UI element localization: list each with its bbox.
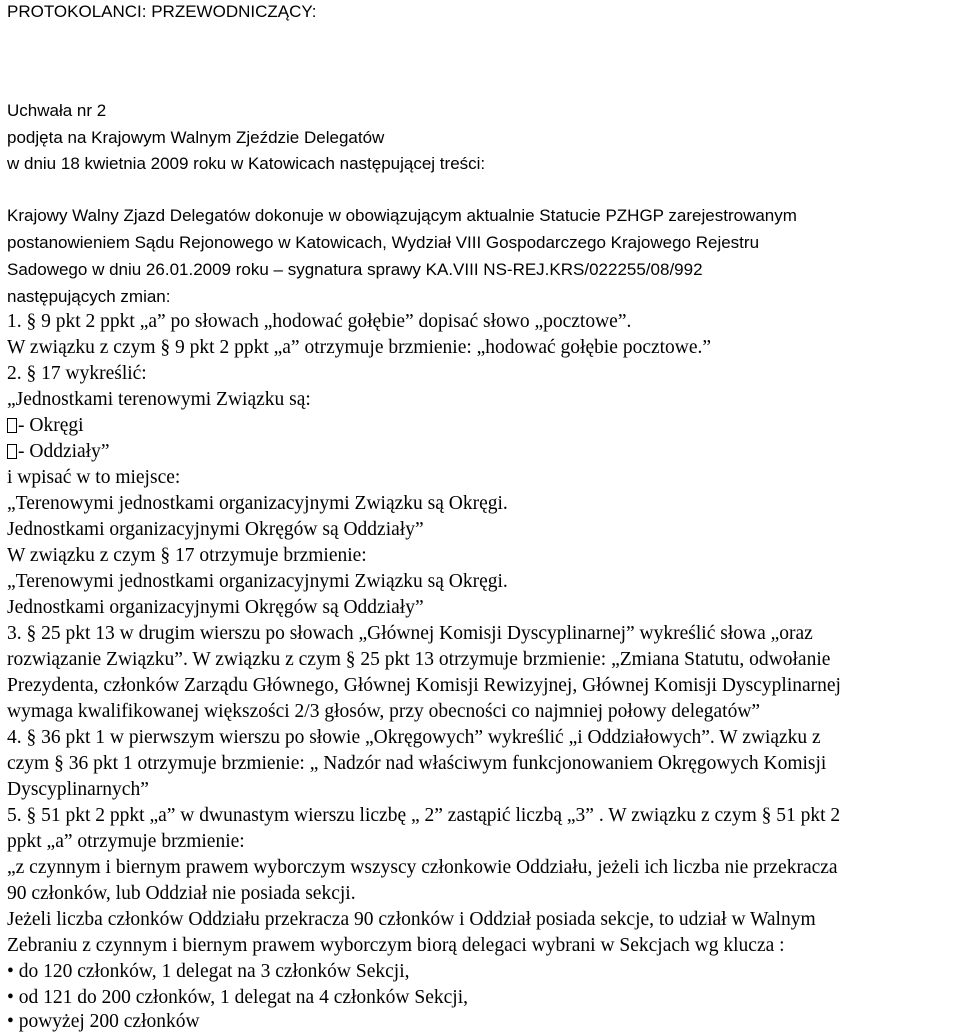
body-line: Prezydenta, członków Zarządu Głównego, Głównej Komisji Rewizyjnej, Głównej Komisji Dyscyplinarnej <box>7 675 841 696</box>
preamble-line: Krajowy Walny Zjazd Delegatów dokonuje w obowiązującym aktualnie Statucie PZHGP zarejestrowanym <box>7 206 797 225</box>
body-line: „z czynnym i biernym prawem wyborczym wszyscy członkowie Oddziału, jeżeli ich liczba nie przekracza <box>7 857 838 878</box>
body-line: W związku z czym § 17 otrzymuje brzmienie: <box>7 545 367 566</box>
body-line: wymaga kwalifikowanej większości 2/3 głosów, przy obecności co najmniej połowy delegatów” <box>7 701 761 722</box>
bullet-line <box>7 441 110 463</box>
bullet-line <box>7 415 84 437</box>
list-item: • od 121 do 200 członków, 1 delegat na 4 członków Sekcji, <box>7 987 469 1008</box>
body-line: ppkt „a” otrzymuje brzmienie: <box>7 831 245 852</box>
unknown-glyph-box-icon <box>7 444 17 459</box>
body-line: „Terenowymi jednostkami organizacyjnymi Związku są Okręgi. <box>7 571 508 592</box>
page-header: PROTOKOLANCI: PRZEWODNICZĄCY: <box>7 2 317 21</box>
body-line: Zebraniu z czynnym i biernym prawem wyborczym biorą delegaci wybrani w Sekcjach wg klucza : <box>7 935 785 956</box>
intro-line: w dniu 18 kwietnia 2009 roku w Katowicach następującej treści: <box>7 154 486 173</box>
amendment-4: 4. § 36 pkt 1 w pierwszym wierszu po słowie „Okręgowych” wykreślić „i Oddziałowych”. W związku z <box>7 727 821 748</box>
amendment-3: 3. § 25 pkt 13 w drugim wierszu po słowach „Głównej Komisji Dyscyplinarnej” wykreślić słowa „oraz <box>7 623 813 644</box>
body-line: W związku z czym § 9 pkt 2 ppkt „a” otrzymuje brzmienie: „hodować gołębie pocztowe.” <box>7 337 712 358</box>
body-line: i wpisać w to miejsce: <box>7 467 181 488</box>
bullet-text: - Oddziały” <box>18 441 110 462</box>
preamble-line: Sadowego w dniu 26.01.2009 roku – sygnatura sprawy KA.VIII NS-REJ.KRS/022255/08/992 <box>7 260 703 279</box>
resolution-title: Uchwała nr 2 <box>7 101 107 120</box>
list-item: • do 120 członków, 1 delegat na 3 członków Sekcji, <box>7 961 410 982</box>
amendment-5: 5. § 51 pkt 2 ppkt „a” w dwunastym wierszu liczbę „ 2” zastąpić liczbą „3” . W związku z czym § 51 pkt 2 <box>7 805 841 826</box>
intro-line: podjęta na Krajowym Walnym Zjeździe Delegatów <box>7 128 385 147</box>
preamble-line: postanowieniem Sądu Rejonowego w Katowicach, Wydział VIII Gospodarczego Krajowego Rejestru <box>7 233 760 252</box>
body-line: Jeżeli liczba członków Oddziału przekracza 90 członków i Oddział posiada sekcje, to udział w Walnym <box>7 909 816 930</box>
amendment-2: 2. § 17 wykreślić: <box>7 363 147 384</box>
amendment-1: 1. § 9 pkt 2 ppkt „a” po słowach „hodować gołębie” dopisać słowo „pocztowe”. <box>7 311 632 332</box>
list-item: • powyżej 200 członków <box>7 1011 200 1032</box>
bullet-text: - Okręgi <box>18 415 84 436</box>
body-line: czym § 36 pkt 1 otrzymuje brzmienie: „ Nadzór nad właściwym funkcjonowaniem Okręgowych Komisji <box>7 753 827 774</box>
body-line: 90 członków, lub Oddział nie posiada sekcji. <box>7 883 356 904</box>
unknown-glyph-box-icon <box>7 418 17 433</box>
body-line: Dyscyplinarnych” <box>7 779 149 800</box>
body-line: Jednostkami organizacyjnymi Okręgów są Oddziały” <box>7 597 424 618</box>
preamble-line: następujących zmian: <box>7 287 171 306</box>
body-line: Jednostkami organizacyjnymi Okręgów są Oddziały” <box>7 519 424 540</box>
body-line: „Jednostkami terenowymi Związku są: <box>7 389 311 410</box>
body-line: „Terenowymi jednostkami organizacyjnymi Związku są Okręgi. <box>7 493 508 514</box>
body-line: rozwiązanie Związku”. W związku z czym § 25 pkt 13 otrzymuje brzmienie: „Zmiana Statutu, odwołanie <box>7 649 831 670</box>
